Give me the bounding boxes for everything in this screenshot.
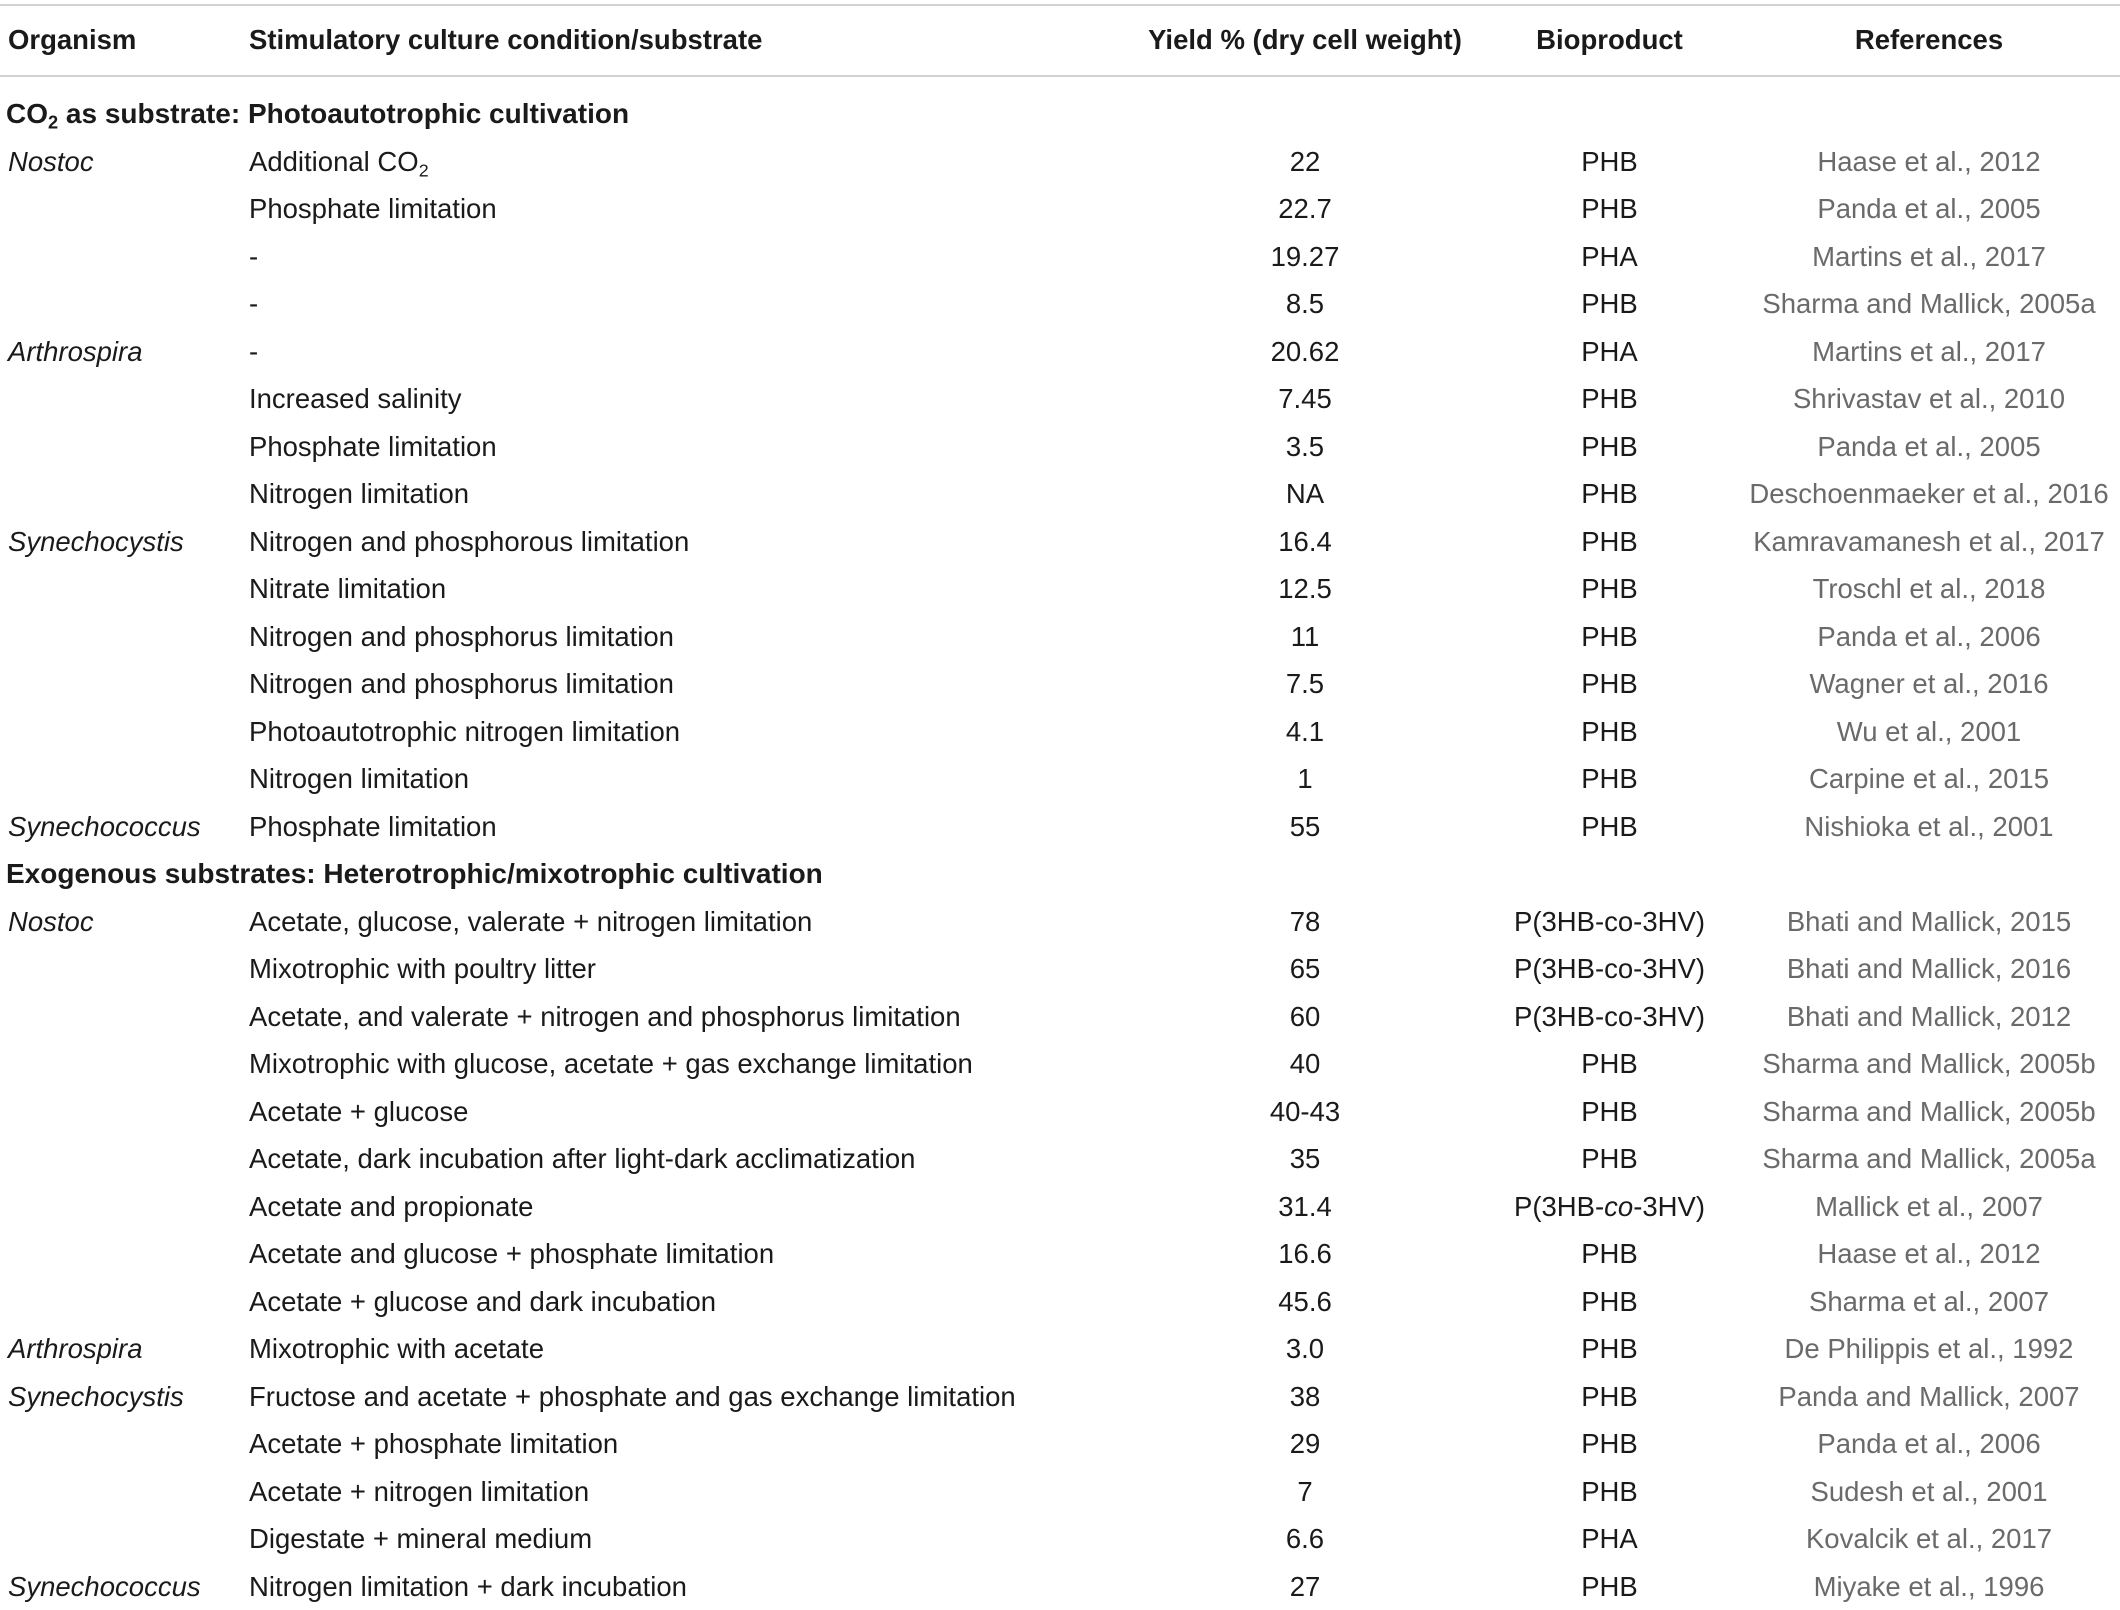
condition-text: Acetate, glucose, valerate + nitrogen limitation — [249, 906, 812, 937]
condition-cell — [249, 755, 469, 803]
bioproduct-text: PHB — [1581, 716, 1638, 747]
table-row — [0, 1563, 2120, 1610]
yield-cell: 4.1 — [1115, 708, 1495, 756]
condition-cell — [249, 1420, 618, 1468]
bioproduct-text: PHB — [1581, 668, 1638, 699]
table-row — [0, 613, 2120, 661]
condition-text: Digestate + mineral medium — [249, 1523, 592, 1554]
bioproduct-text: PHB — [1581, 478, 1638, 509]
bioproduct-cell — [1498, 803, 1721, 851]
condition-text: Mixotrophic with poultry litter — [249, 953, 596, 984]
condition-cell — [249, 1183, 533, 1231]
table-row — [0, 518, 2120, 566]
reference-cell: Panda and Mallick, 2007 — [1738, 1373, 2120, 1421]
bioproduct-text: PHB — [1581, 1286, 1638, 1317]
table-row — [0, 1230, 2120, 1278]
table-row — [0, 138, 2120, 186]
bioproduct-text: PHB — [1581, 1428, 1638, 1459]
condition-text: Nitrogen and phosphorous limitation — [249, 526, 689, 557]
condition-text: - — [249, 336, 258, 367]
header-references: References — [1738, 16, 2120, 64]
bioproduct-text: P(3HB-co-3HV) — [1514, 953, 1705, 984]
condition-cell — [249, 1135, 915, 1183]
section-title — [6, 850, 823, 898]
table-row — [0, 1135, 2120, 1183]
condition-cell — [249, 1563, 687, 1610]
section-heading-row — [0, 850, 2120, 898]
condition-cell — [249, 470, 469, 518]
yield-cell: NA — [1115, 470, 1495, 518]
reference-cell: Panda et al., 2005 — [1738, 423, 2120, 471]
condition-text: Nitrogen limitation — [249, 478, 469, 509]
bioproduct-cell — [1498, 898, 1721, 946]
reference-cell: Panda et al., 2006 — [1738, 1420, 2120, 1468]
bioproduct-cell — [1498, 1040, 1721, 1088]
reference-cell: Bhati and Mallick, 2012 — [1738, 993, 2120, 1041]
table-row — [0, 1515, 2120, 1563]
reference-cell: Wagner et al., 2016 — [1738, 660, 2120, 708]
bioproduct-text: PHB — [1581, 1096, 1638, 1127]
bioproduct-text: PHB — [1581, 1333, 1638, 1364]
bioproduct-text: PHB — [1581, 193, 1638, 224]
reference-cell: Mallick et al., 2007 — [1738, 1183, 2120, 1231]
reference-cell: Bhati and Mallick, 2015 — [1738, 898, 2120, 946]
bioproduct-cell — [1498, 233, 1721, 281]
yield-cell: 1 — [1115, 755, 1495, 803]
reference-cell: Troschl et al., 2018 — [1738, 565, 2120, 613]
yield-cell: 3.0 — [1115, 1325, 1495, 1373]
condition-cell — [249, 993, 961, 1041]
condition-cell — [249, 945, 596, 993]
section-heading-row — [0, 90, 2120, 138]
condition-cell — [249, 518, 689, 566]
section-title-text: Exogenous substrates: Heterotrophic/mixotrophic cultivation — [6, 858, 823, 889]
table-row — [0, 470, 2120, 518]
condition-text: Nitrogen and phosphorus limitation — [249, 621, 674, 652]
yield-cell: 12.5 — [1115, 565, 1495, 613]
bioproduct-text: PHB — [1581, 431, 1638, 462]
bioproduct-text: PHB — [1581, 1048, 1638, 1079]
yield-cell: 6.6 — [1115, 1515, 1495, 1563]
yield-cell: 35 — [1115, 1135, 1495, 1183]
condition-text: Nitrogen limitation + dark incubation — [249, 1571, 687, 1602]
yield-cell: 22.7 — [1115, 185, 1495, 233]
condition-text: Acetate + glucose and dark incubation — [249, 1286, 716, 1317]
table-row — [0, 1468, 2120, 1516]
bioproduct-cell — [1498, 470, 1721, 518]
bioproduct-text: PHB — [1581, 383, 1638, 414]
condition-cell — [249, 280, 258, 328]
table-row — [0, 993, 2120, 1041]
yield-cell: 60 — [1115, 993, 1495, 1041]
yield-cell: 40 — [1115, 1040, 1495, 1088]
condition-text: - — [249, 288, 258, 319]
reference-cell: Haase et al., 2012 — [1738, 1230, 2120, 1278]
header-bioproduct: Bioproduct — [1498, 16, 1721, 64]
yield-cell: 11 — [1115, 613, 1495, 661]
bioproduct-cell — [1498, 1468, 1721, 1516]
bioproduct-italic: co — [1604, 1191, 1633, 1222]
reference-cell: Sharma and Mallick, 2005a — [1738, 1135, 2120, 1183]
organism-cell: Synechocystis — [8, 518, 184, 566]
condition-cell — [249, 1230, 774, 1278]
bioproduct-text: PHA — [1581, 241, 1638, 272]
reference-cell: Miyake et al., 1996 — [1738, 1563, 2120, 1610]
bioproduct-cell — [1498, 1230, 1721, 1278]
table-header-row — [0, 16, 2120, 64]
condition-cell — [249, 660, 674, 708]
reference-cell: Panda et al., 2006 — [1738, 613, 2120, 661]
condition-cell — [249, 1515, 592, 1563]
bioproduct-cell — [1498, 423, 1721, 471]
condition-cell — [249, 565, 446, 613]
organism-cell: Synechococcus — [8, 1563, 201, 1610]
bioproduct-text: PHA — [1581, 336, 1638, 367]
bioproduct-text: PHB — [1581, 1143, 1638, 1174]
condition-cell — [249, 1040, 973, 1088]
condition-cell — [249, 423, 497, 471]
yield-cell: 38 — [1115, 1373, 1495, 1421]
bioproduct-cell — [1498, 993, 1721, 1041]
yield-cell: 16.6 — [1115, 1230, 1495, 1278]
table-row — [0, 280, 2120, 328]
condition-text: Acetate + nitrogen limitation — [249, 1476, 589, 1507]
bioproduct-cell — [1498, 565, 1721, 613]
bioproduct-text: PHB — [1581, 763, 1638, 794]
yield-cell: 8.5 — [1115, 280, 1495, 328]
reference-cell: Sharma and Mallick, 2005b — [1738, 1040, 2120, 1088]
condition-text: Nitrate limitation — [249, 573, 446, 604]
yield-cell: 20.62 — [1115, 328, 1495, 376]
yield-cell: 45.6 — [1115, 1278, 1495, 1326]
bioproduct-text: PHB — [1581, 811, 1638, 842]
reference-cell: Sharma and Mallick, 2005b — [1738, 1088, 2120, 1136]
bioproduct-cell — [1498, 755, 1721, 803]
yield-cell: 65 — [1115, 945, 1495, 993]
table-row — [0, 1278, 2120, 1326]
condition-text: Nitrogen and phosphorus limitation — [249, 668, 674, 699]
condition-cell — [249, 708, 680, 756]
organism-cell: Synechococcus — [8, 803, 201, 851]
bioproduct-text: PHB — [1581, 573, 1638, 604]
yield-cell: 3.5 — [1115, 423, 1495, 471]
condition-cell — [249, 138, 429, 186]
condition-text: Phosphate limitation — [249, 193, 497, 224]
condition-text: Fructose and acetate + phosphate and gas exchange limitation — [249, 1381, 1016, 1412]
section-title-text: CO — [6, 98, 48, 129]
bioproduct-cell — [1498, 138, 1721, 186]
yield-cell: 22 — [1115, 138, 1495, 186]
yield-cell: 78 — [1115, 898, 1495, 946]
table-row — [0, 945, 2120, 993]
condition-text: Phosphate limitation — [249, 431, 497, 462]
reference-cell: Kamravamanesh et al., 2017 — [1738, 518, 2120, 566]
condition-cell — [249, 1373, 1016, 1421]
table-row — [0, 1183, 2120, 1231]
organism-cell: Arthrospira — [8, 328, 143, 376]
bioproduct-cell — [1498, 1135, 1721, 1183]
table-row — [0, 375, 2120, 423]
reference-cell: De Philippis et al., 1992 — [1738, 1325, 2120, 1373]
organism-cell: Arthrospira — [8, 1325, 143, 1373]
bioproduct-cell — [1498, 945, 1721, 993]
section-title-text-rest: as substrate: Photoautotrophic cultivation — [58, 98, 629, 129]
condition-text: Additional CO — [249, 146, 419, 177]
reference-cell: Sudesh et al., 2001 — [1738, 1468, 2120, 1516]
table-row — [0, 1420, 2120, 1468]
condition-text: - — [249, 241, 258, 272]
bioproduct-text: PHA — [1581, 1523, 1638, 1554]
yield-cell: 7.45 — [1115, 375, 1495, 423]
yield-cell: 7 — [1115, 1468, 1495, 1516]
yield-cell: 7.5 — [1115, 660, 1495, 708]
condition-text: Acetate + phosphate limitation — [249, 1428, 618, 1459]
condition-text: Increased salinity — [249, 383, 461, 414]
condition-text: Acetate, and valerate + nitrogen and phosphorus limitation — [249, 1001, 961, 1032]
bioproduct-text: PHB — [1581, 526, 1638, 557]
table-row — [0, 803, 2120, 851]
organism-cell: Synechocystis — [8, 1373, 184, 1421]
organism-cell: Nostoc — [8, 138, 94, 186]
bioproduct-text: PHB — [1581, 146, 1638, 177]
bioproduct-text: PHB — [1581, 1571, 1638, 1602]
bioproduct-cell — [1498, 328, 1721, 376]
bioproduct-text: P(3HB- — [1514, 1191, 1604, 1222]
condition-cell — [249, 898, 812, 946]
bioproduct-cell — [1498, 1088, 1721, 1136]
condition-subscript: 2 — [419, 160, 429, 180]
table-row — [0, 423, 2120, 471]
table-row — [0, 565, 2120, 613]
yield-cell: 19.27 — [1115, 233, 1495, 281]
table-row — [0, 755, 2120, 803]
condition-cell — [249, 328, 258, 376]
condition-text: Phosphate limitation — [249, 811, 497, 842]
header-rule — [0, 75, 2120, 77]
condition-cell — [249, 1278, 716, 1326]
reference-cell: Sharma et al., 2007 — [1738, 1278, 2120, 1326]
condition-text: Mixotrophic with glucose, acetate + gas exchange limitation — [249, 1048, 973, 1079]
table-row — [0, 1325, 2120, 1373]
condition-cell — [249, 803, 497, 851]
bioproduct-cell — [1498, 185, 1721, 233]
condition-text: Acetate and propionate — [249, 1191, 533, 1222]
condition-cell — [249, 613, 674, 661]
table-row — [0, 1373, 2120, 1421]
bioproduct-cell — [1498, 613, 1721, 661]
bioproduct-cell — [1498, 1420, 1721, 1468]
yield-cell: 27 — [1115, 1563, 1495, 1610]
bioproduct-cell — [1498, 660, 1721, 708]
bioproduct-text: PHB — [1581, 288, 1638, 319]
bioproduct-cell — [1498, 1563, 1721, 1610]
table-row — [0, 328, 2120, 376]
condition-cell — [249, 185, 497, 233]
reference-cell: Martins et al., 2017 — [1738, 233, 2120, 281]
table-row — [0, 1040, 2120, 1088]
reference-cell: Haase et al., 2012 — [1738, 138, 2120, 186]
condition-cell — [249, 1088, 468, 1136]
bioproduct-cell — [1498, 1373, 1721, 1421]
bioproduct-cell — [1498, 1278, 1721, 1326]
table-row — [0, 185, 2120, 233]
bioproduct-cell — [1498, 375, 1721, 423]
bioproduct-cell — [1498, 708, 1721, 756]
bioproduct-text: PHB — [1581, 1238, 1638, 1269]
reference-cell: Carpine et al., 2015 — [1738, 755, 2120, 803]
condition-cell — [249, 1325, 544, 1373]
organism-cell: Nostoc — [8, 898, 94, 946]
table-row — [0, 1088, 2120, 1136]
section-title — [6, 90, 629, 138]
table-row — [0, 898, 2120, 946]
yield-cell: 31.4 — [1115, 1183, 1495, 1231]
table-row — [0, 708, 2120, 756]
reference-cell: Deschoenmaeker et al., 2016 — [1738, 470, 2120, 518]
reference-cell: Bhati and Mallick, 2016 — [1738, 945, 2120, 993]
header-yield: Yield % (dry cell weight) — [1115, 16, 1495, 64]
bioproduct-text: PHB — [1581, 1381, 1638, 1412]
bioproduct-text: PHB — [1581, 621, 1638, 652]
reference-cell: Kovalcik et al., 2017 — [1738, 1515, 2120, 1563]
reference-cell: Martins et al., 2017 — [1738, 328, 2120, 376]
bioproduct-cell — [1498, 280, 1721, 328]
bioproduct-text: PHB — [1581, 1476, 1638, 1507]
section-title-subscript: 2 — [48, 112, 58, 132]
yield-cell: 29 — [1115, 1420, 1495, 1468]
reference-cell: Panda et al., 2005 — [1738, 185, 2120, 233]
bioproduct-cell — [1498, 518, 1721, 566]
condition-text: Acetate, dark incubation after light-dark acclimatization — [249, 1143, 915, 1174]
bioproduct-cell — [1498, 1515, 1721, 1563]
yield-cell: 16.4 — [1115, 518, 1495, 566]
top-rule — [0, 4, 2120, 6]
bioproduct-cell — [1498, 1325, 1721, 1373]
reference-cell: Wu et al., 2001 — [1738, 708, 2120, 756]
bioproduct-text-rest: -3HV) — [1633, 1191, 1705, 1222]
bioproduct-text: P(3HB-co-3HV) — [1514, 906, 1705, 937]
condition-text: Nitrogen limitation — [249, 763, 469, 794]
condition-text: Mixotrophic with acetate — [249, 1333, 544, 1364]
condition-text: Photoautotrophic nitrogen limitation — [249, 716, 680, 747]
condition-cell — [249, 1468, 589, 1516]
condition-text: Acetate + glucose — [249, 1096, 468, 1127]
condition-cell — [249, 375, 461, 423]
reference-cell: Shrivastav et al., 2010 — [1738, 375, 2120, 423]
yield-cell: 55 — [1115, 803, 1495, 851]
condition-cell — [249, 233, 258, 281]
reference-cell: Sharma and Mallick, 2005a — [1738, 280, 2120, 328]
table-row — [0, 660, 2120, 708]
bioproduct-cell — [1498, 1183, 1721, 1231]
header-condition: Stimulatory culture condition/substrate — [249, 16, 762, 64]
header-organism: Organism — [8, 16, 136, 64]
yield-cell: 40-43 — [1115, 1088, 1495, 1136]
condition-text: Acetate and glucose + phosphate limitation — [249, 1238, 774, 1269]
reference-cell: Nishioka et al., 2001 — [1738, 803, 2120, 851]
table-row — [0, 233, 2120, 281]
bioproduct-text: P(3HB-co-3HV) — [1514, 1001, 1705, 1032]
